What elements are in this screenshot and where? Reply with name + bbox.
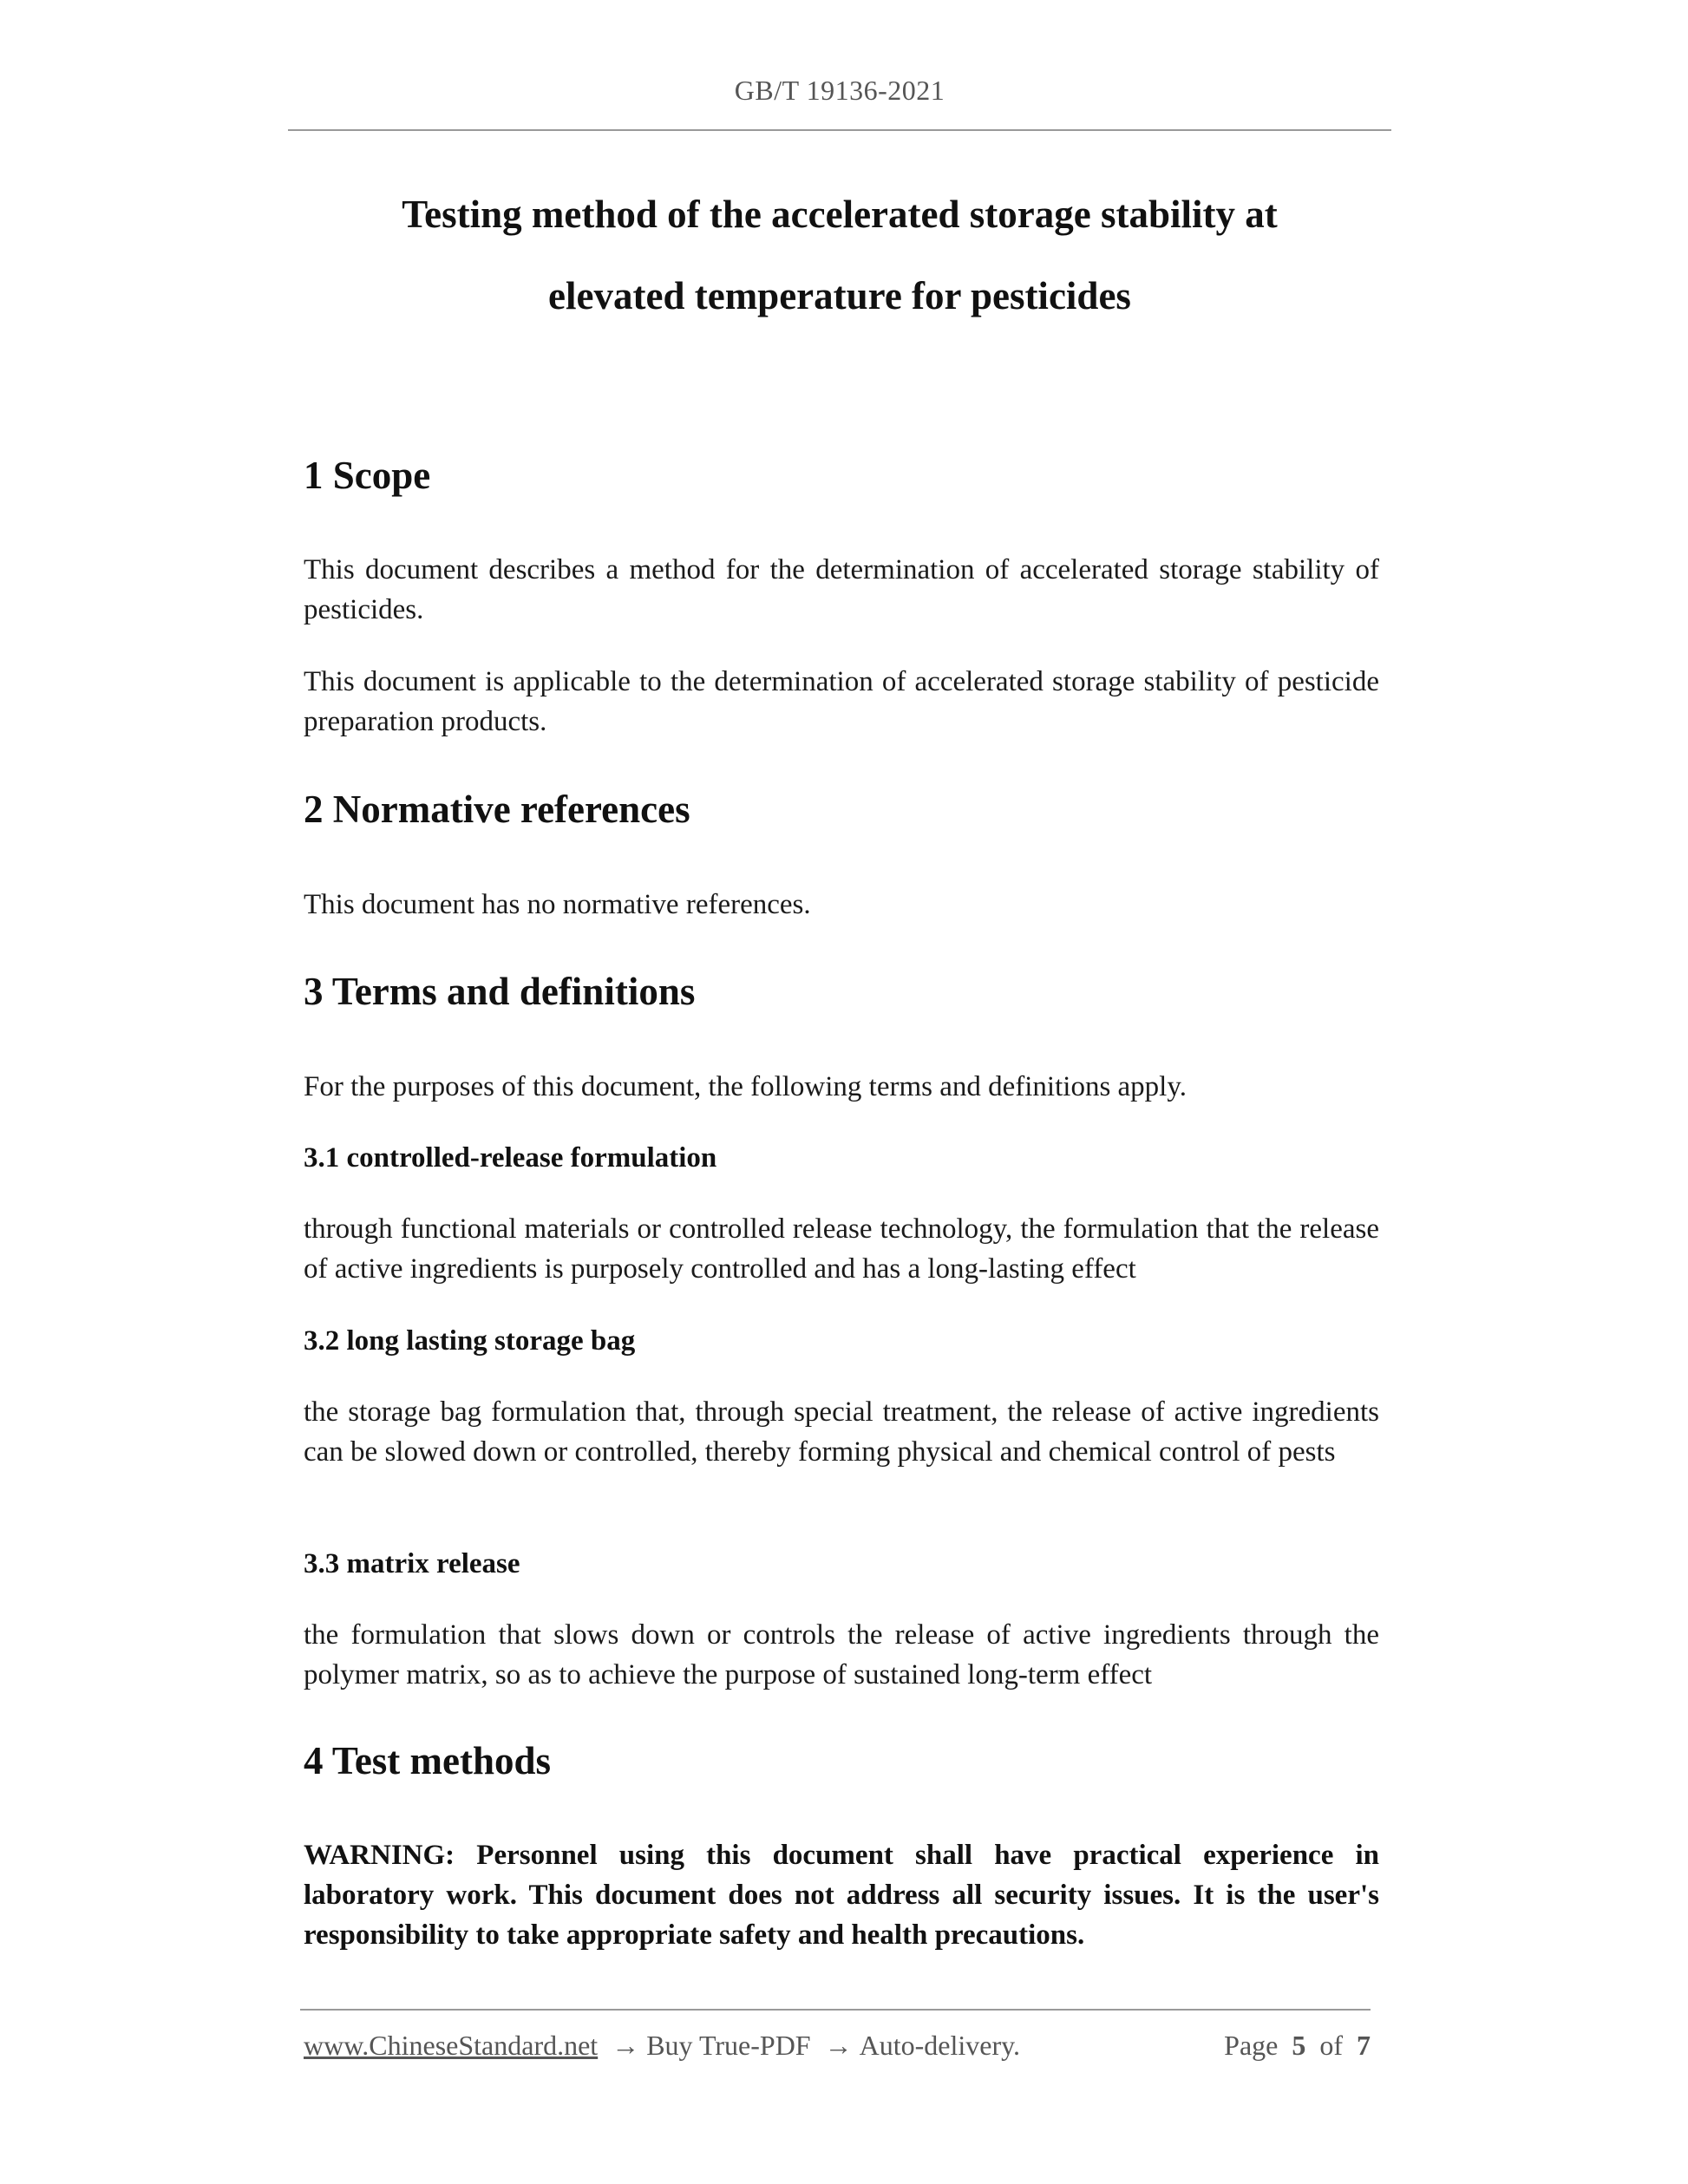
- term-heading-3-1: 3.1 controlled-release formulation: [304, 1142, 717, 1174]
- page-current: 5: [1292, 2030, 1306, 2061]
- document-title-line-2: elevated temperature for pesticides: [548, 274, 1131, 317]
- page-label: Page: [1224, 2030, 1279, 2061]
- scope-paragraph-2: This document is applicable to the determination of accelerated storage stability of pesticide preparation products.: [304, 666, 1379, 737]
- terms-intro-paragraph: For the purposes of this document, the following terms and definitions apply.: [304, 1071, 1187, 1102]
- section-heading-scope: 1 Scope: [304, 454, 431, 497]
- arrow-right-icon: →: [824, 2030, 853, 2061]
- page-footer: [304, 2030, 1371, 2062]
- term-definition-3-2: the storage bag formulation that, through special treatment, the release of active ingredients can be slowed down or controlled, thereby forming physical and chemical control of pests: [304, 1396, 1379, 1468]
- section-heading-terms: 3 Terms and definitions: [304, 970, 696, 1013]
- running-header: GB/T 19136-2021: [734, 75, 945, 106]
- section-heading-test-methods: 4 Test methods: [304, 1739, 552, 1782]
- footer-delivery-text: Auto-delivery.: [859, 2030, 1021, 2061]
- term-definition-3-3: the formulation that slows down or controls the release of active ingredients through the polymer matrix, so as to achieve the purpose of sustained long-term effect: [304, 1619, 1379, 1690]
- document-title: [288, 173, 1391, 337]
- page-total: 7: [1357, 2030, 1371, 2061]
- header-divider: [288, 129, 1391, 131]
- scope-paragraph-1: This document describes a method for the determination of accelerated storage stability of pesticides.: [304, 554, 1379, 625]
- safety-warning: WARNING: Personnel using this document shall have practical experience in laboratory work. This document does not address all security issues. It is the user's responsibility to take appropriate safety and health precautions.: [304, 1840, 1379, 1951]
- term-heading-3-2: 3.2 long lasting storage bag: [304, 1325, 636, 1357]
- document-title-line-1: Testing method of the accelerated storage stability at: [402, 193, 1278, 236]
- arrow-right-icon: →: [612, 2030, 640, 2061]
- footer-divider: [300, 2009, 1371, 2011]
- term-definition-3-1: through functional materials or controlled release technology, the formulation that the release of active ingredients is purposely controlled and has a long-lasting effect: [304, 1213, 1379, 1285]
- normative-paragraph: This document has no normative references.: [304, 889, 811, 920]
- footer-left: [304, 2030, 1020, 2062]
- section-heading-normative-references: 2 Normative references: [304, 788, 690, 831]
- page-of-label: of: [1319, 2030, 1343, 2061]
- footer-buy-text: Buy True-PDF: [646, 2030, 811, 2061]
- page-indicator: [1224, 2030, 1371, 2062]
- chinesestandard-link[interactable]: www.ChineseStandard.net: [304, 2030, 599, 2061]
- term-heading-3-3: 3.3 matrix release: [304, 1548, 520, 1579]
